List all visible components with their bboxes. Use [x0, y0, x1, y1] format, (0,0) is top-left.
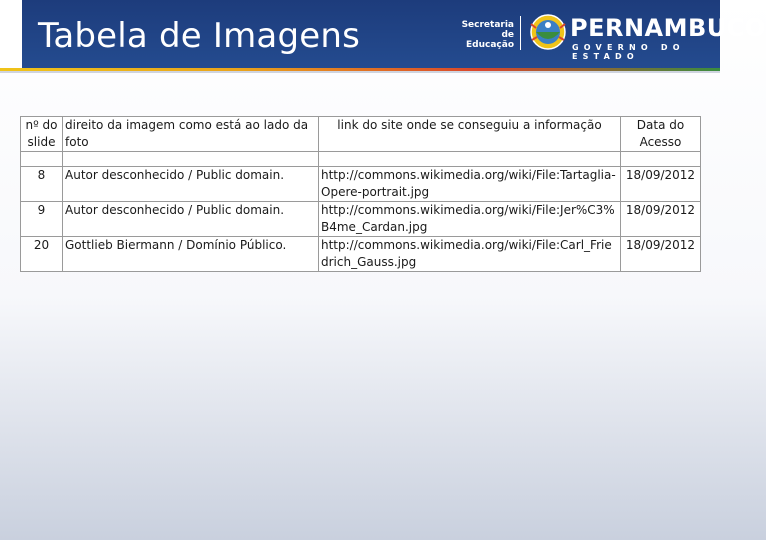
- table-row: [21, 202, 701, 237]
- cell-source-link: http://commons.wikimedia.org/wiki/File:Tartaglia-Opere-portrait.jpg: [319, 167, 621, 202]
- cell-slide-number: 8: [21, 167, 63, 202]
- images-table: [20, 116, 701, 272]
- state-seal-icon: [526, 10, 570, 54]
- brand-subtitle: GOVERNO DO ESTADO: [572, 43, 685, 61]
- cell-source-link: http://commons.wikimedia.org/wiki/File:Carl_Friedrich_Gauss.jpg: [319, 237, 621, 272]
- table-spacer-row: [21, 152, 701, 167]
- cell-slide-number: 9: [21, 202, 63, 237]
- cell-access-date: 18/09/2012: [621, 167, 701, 202]
- cell-access-date: 18/09/2012: [621, 237, 701, 272]
- header-gray-stripe: [0, 71, 720, 73]
- secretaria-label: [452, 20, 514, 50]
- cell-image-rights: Autor desconhecido / Public domain.: [63, 167, 319, 202]
- table-header-row: [21, 117, 701, 152]
- header-slide-number: nº do slide: [21, 117, 63, 152]
- cell-image-rights: Autor desconhecido / Public domain.: [63, 202, 319, 237]
- header-source-link: link do site onde se conseguiu a informação: [319, 117, 621, 152]
- secretaria-line-2: Educação: [466, 40, 514, 50]
- logo-divider: [520, 16, 521, 50]
- table-row: [21, 237, 701, 272]
- header-left-margin: [0, 0, 22, 68]
- cell-slide-number: 20: [21, 237, 63, 272]
- header-access-date: Data do Acesso: [621, 117, 701, 152]
- brand-wordmark: PERNAMBUCO: [570, 14, 766, 42]
- government-logo: [452, 10, 766, 61]
- header-image-rights: direito da imagem como está ao lado da foto: [63, 117, 319, 152]
- slide-title: Tabela de Imagens: [38, 16, 361, 56]
- cell-image-rights: Gottlieb Biermann / Domínio Público.: [63, 237, 319, 272]
- cell-access-date: 18/09/2012: [621, 202, 701, 237]
- secretaria-line-1: Secretaria de: [461, 20, 514, 40]
- cell-source-link: http://commons.wikimedia.org/wiki/File:Jer%C3%B4me_Cardan.jpg: [319, 202, 621, 237]
- slide-header: [0, 0, 766, 68]
- table-row: [21, 167, 701, 202]
